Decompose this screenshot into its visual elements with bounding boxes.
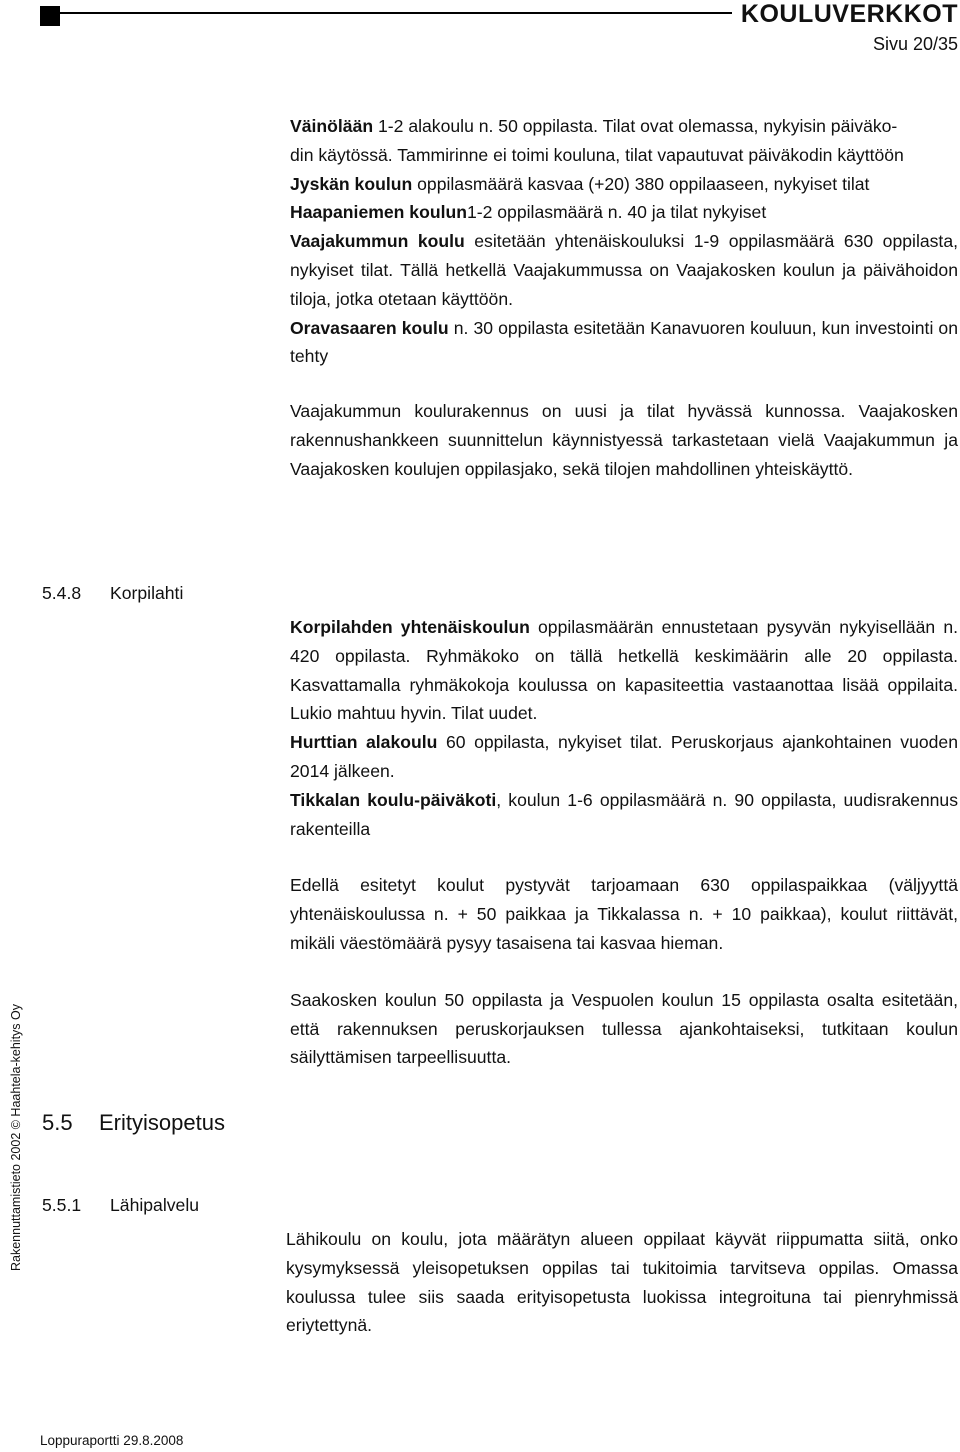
header-rule	[60, 12, 732, 14]
footer-text: Loppuraportti 29.8.2008	[40, 1433, 184, 1448]
page-number: Sivu 20/35	[872, 34, 958, 54]
intro-line-5: Vaajakummun koulu esitetään yhtenäiskouluksi 1-9 oppilasmäärä 630 oppilasta, nykyiset tilat. Tällä hetkellä Vaajakummussa on Vaajakosken koulun ja päivähoidon tiloja, jotka otetaan käyttöön.	[290, 231, 958, 309]
header-square	[40, 6, 60, 26]
section-heading-5-5: 5.5 Erityisopetus	[42, 1110, 225, 1135]
korpilahti-p1: Korpilahden yhtenäiskoulun oppilasmäärän ennustetaan pysyvän nykyisellään n. 420 oppilasta. Ryhmäkoko on tällä hetkellä keskimäärin alle 20 oppilasta. Kasvattamalla ryhmäkokoja koulussa on kapasiteettia vastaanottaa lisää oppilaita. Lukio mahtuu hyvin. Tilat uudet.	[290, 617, 958, 724]
lahipalvelu-paragraph: Lähikoulu on koulu, jota määrätyn alueen oppilaat käyvät riippumatta siitä, onko kysymyksessä yleisopetuksen oppilas tai tukitoimia tarvitseva oppilas. Omassa koulussa tulee siis saada erityisopetusta luokissa integroituna tai pienryhmissä eriytettynä.	[286, 1229, 958, 1336]
section-heading-5-5-1: 5.5.1 Lähipalvelu	[42, 1195, 200, 1215]
korpilahti-p2: Hurttian alakoulu 60 oppilasta, nykyiset tilat. Peruskorjaus ajankohtainen vuoden 2014 jälkeen.	[290, 732, 958, 781]
korpilahti-block	[290, 613, 958, 1072]
intro-line-2: din käytössä. Tammirinne ei toimi kouluna, tilat vapautuvat päiväkodin käyttöön	[290, 144, 904, 165]
section-heading-5-4-8: 5.4.8 Korpilahti	[42, 583, 184, 603]
copyright-side-text: Rakennuttamistieto 2002 © Haahtela-kehitys Oy	[9, 1004, 23, 1271]
korpilahti-p4: Edellä esitetyt koulut pystyvät tarjoamaan 630 oppilaspaikkaa (väljyyttä yhtenäiskoulussa n. + 50 paikkaa ja Tikkalassa n. + 10 paikkaa), koulut riittävät, mikäli väestömäärä pysyy tasaisena tai kasvaa hieman.	[290, 875, 958, 953]
intro-line-4: Haapaniemen koulun1-2 oppilasmäärä n. 40 ja tilat nykyiset	[290, 202, 767, 223]
intro-line-1: Väinölään 1-2 alakoulu n. 50 oppilasta. Tilat ovat olemassa, nykyisin päiväko-	[290, 116, 898, 136]
korpilahti-p3: Tikkalan koulu-päiväkoti, koulun 1-6 oppilasmäärä n. 90 oppilasta, uudisrakennus rakenteilla	[290, 789, 958, 839]
document-title: KOULUVERKKOT	[740, 0, 958, 28]
intro-line-3: Jyskän koulun oppilasmäärä kasvaa (+20) 380 oppilaaseen, nykyiset tilat	[290, 173, 870, 194]
korpilahti-p5: Saakosken koulun 50 oppilasta ja Vespuolen koulun 15 oppilasta osalta esitetään, että rakennuksen peruskorjauksen tullessa ajankohtaiseksi, tutkitaan koulun säilyttämisen tarpeellisuutta.	[290, 989, 958, 1068]
vaajakummu-paragraph: Vaajakummun koulurakennus on uusi ja tilat hyvässä kunnossa. Vaajakosken rakennushankkeen suunnittelun käynnistyessä tarkastetaan vielä Vaajakummun ja Vaajakosken koulujen oppilasjako, sekä tilojen mahdollinen yhteiskäyttö.	[290, 401, 958, 479]
intro-line-6: Oravasaaren koulu n. 30 oppilasta esitetään Kanavuoren kouluun, kun investointi on tehty	[290, 317, 958, 367]
intro-block	[290, 112, 958, 371]
